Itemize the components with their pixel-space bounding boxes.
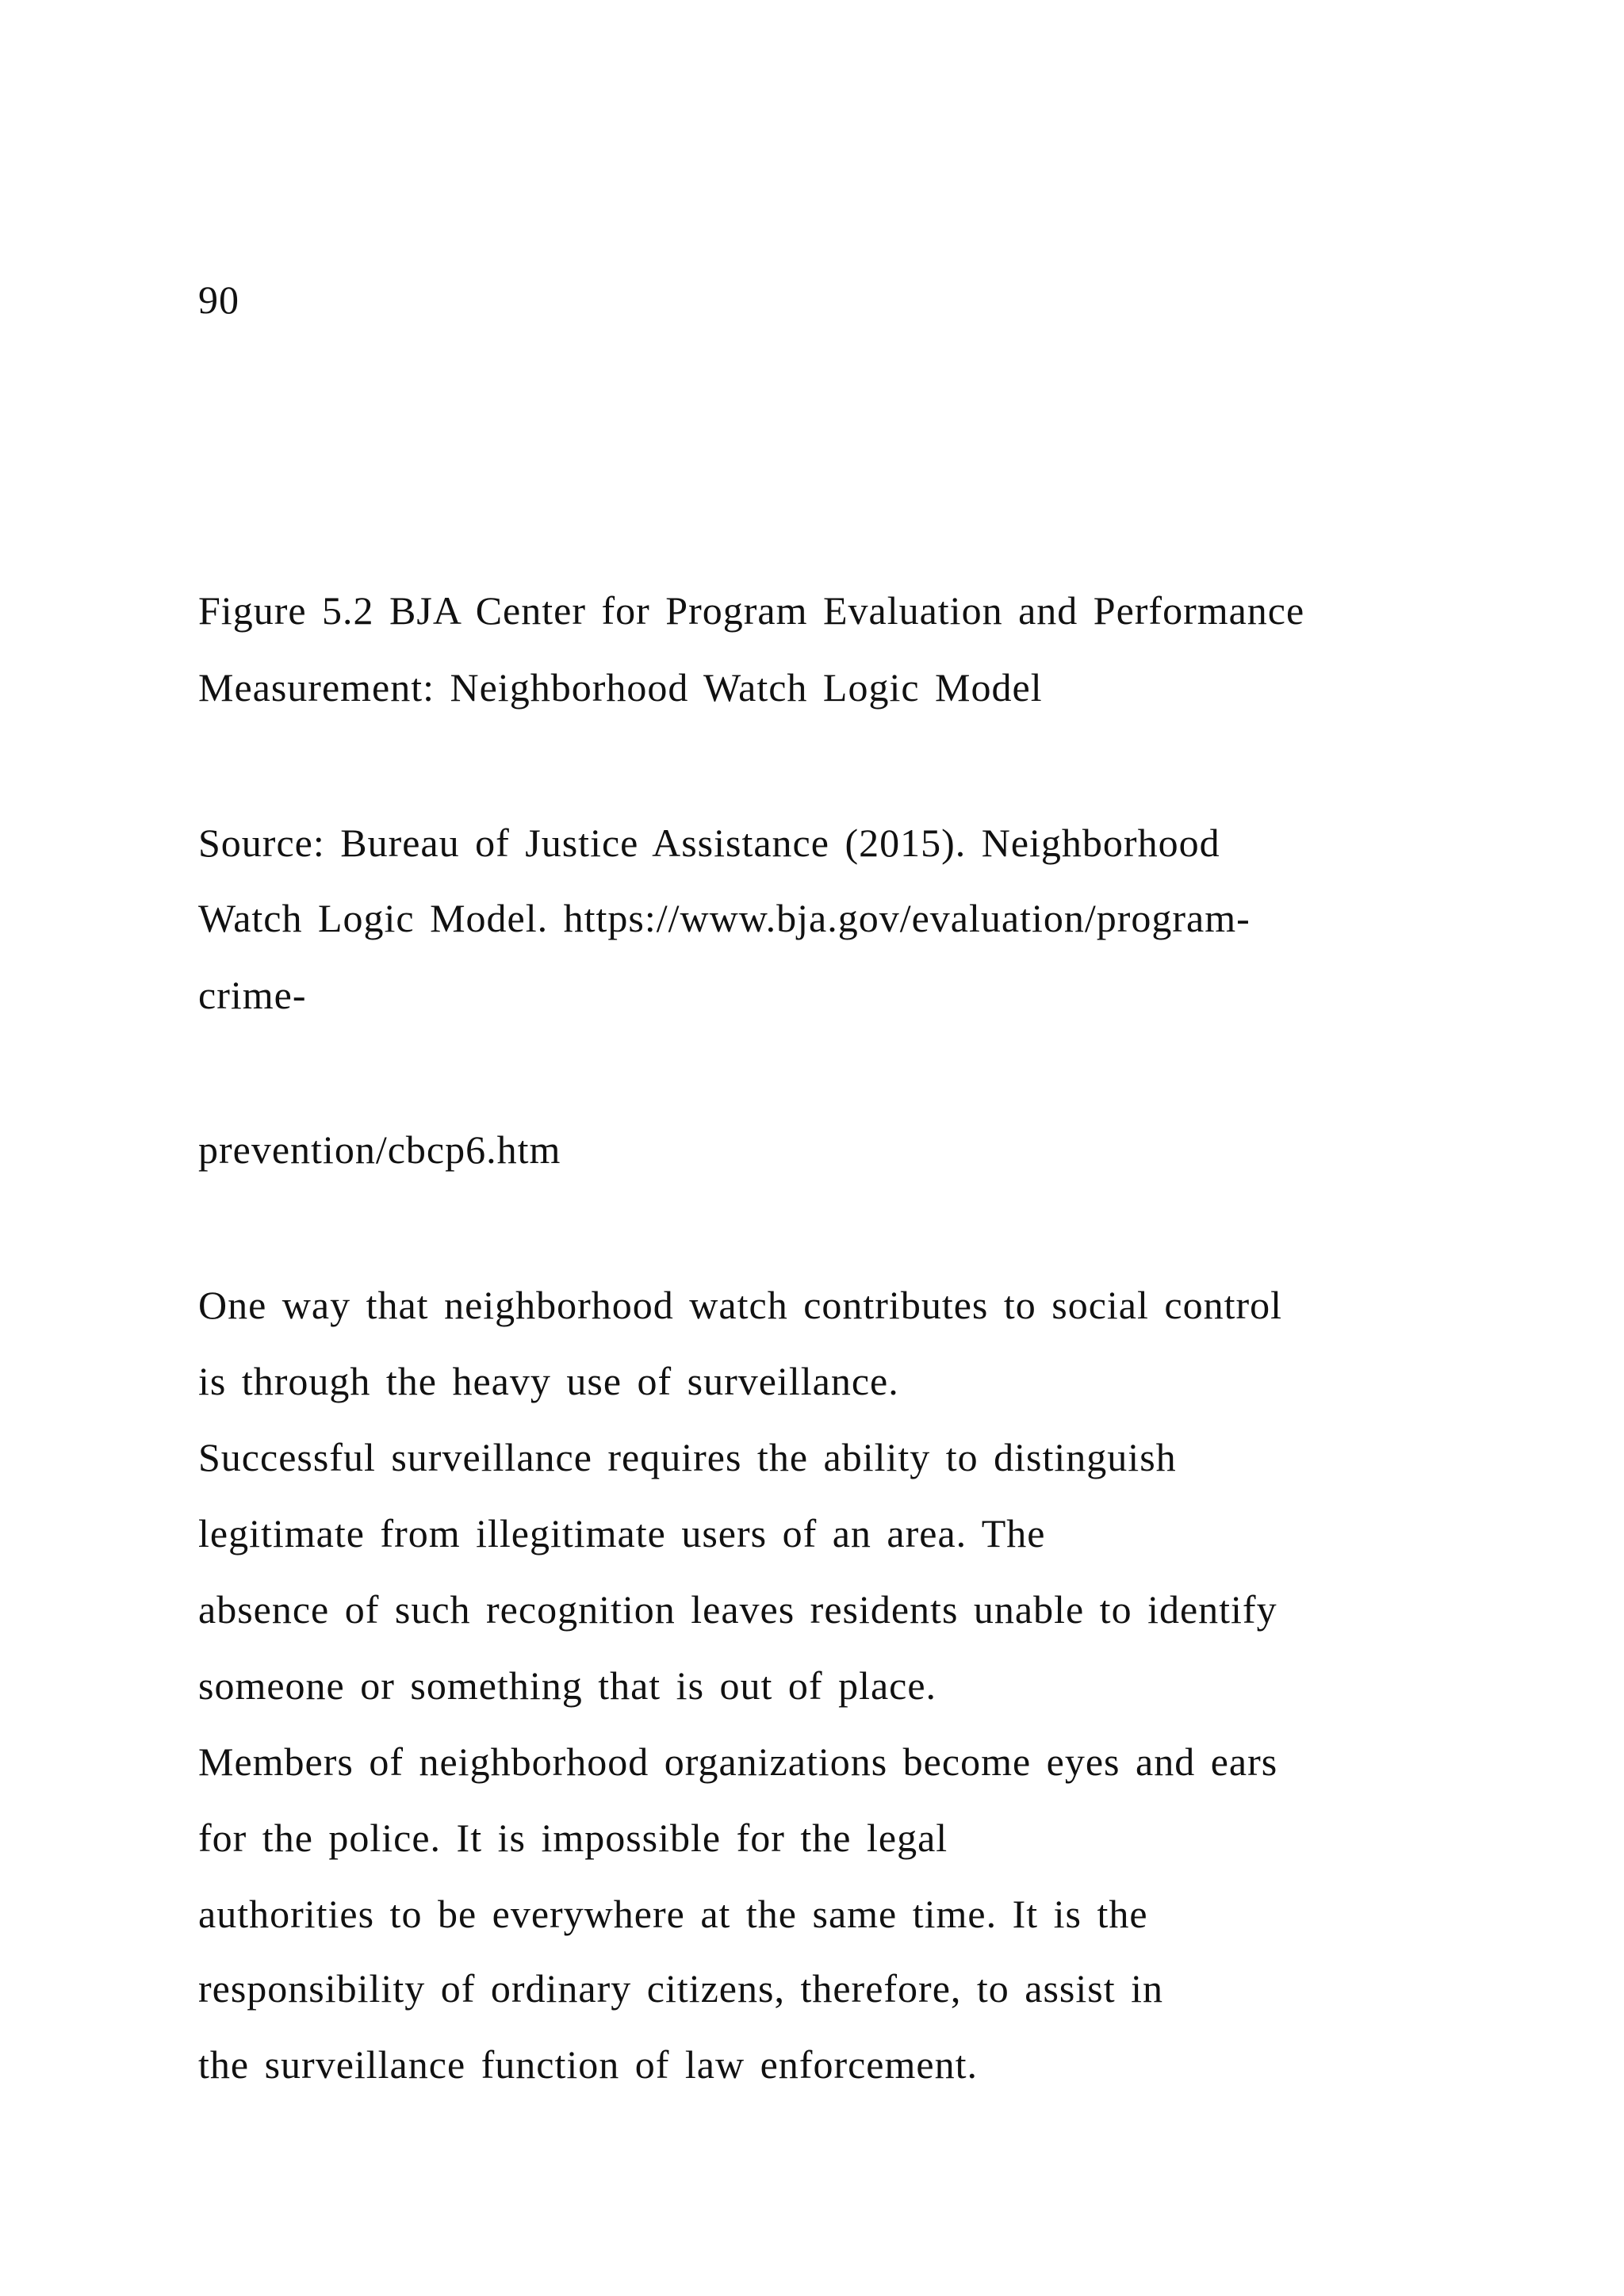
source-line: crime- [198, 973, 307, 1017]
body-line: absence of such recognition leaves residents unable to identify [198, 1587, 1277, 1632]
body-line: One way that neighborhood watch contributes to social control [198, 1283, 1283, 1327]
body-line: Members of neighborhood organizations become eyes and ears [198, 1739, 1278, 1784]
body-line: someone or something that is out of place. [198, 1663, 937, 1708]
figure-caption-line: Figure 5.2 BJA Center for Program Evaluation and Performance [198, 588, 1305, 633]
body-line: is through the heavy use of surveillance. [198, 1359, 899, 1403]
body-line: responsibility of ordinary citizens, therefore, to assist in [198, 1966, 1164, 2011]
source-line: Watch Logic Model. https://www.bja.gov/evaluation/program- [198, 896, 1251, 940]
body-line: for the police. It is impossible for the legal [198, 1816, 948, 1860]
body-line: Successful surveillance requires the ability to distinguish [198, 1435, 1177, 1479]
page-number: 90 [198, 277, 239, 322]
body-line: authorities to be everywhere at the same time. It is the [198, 1892, 1148, 1936]
body-line: legitimate from illegitimate users of an area. The [198, 1511, 1046, 1556]
figure-caption-line: Measurement: Neighborhood Watch Logic Model [198, 665, 1043, 710]
source-line: prevention/cbcp6.htm [198, 1127, 561, 1172]
body-line: the surveillance function of law enforcement. [198, 2042, 978, 2087]
source-line: Source: Bureau of Justice Assistance (2015). Neighborhood [198, 821, 1220, 865]
